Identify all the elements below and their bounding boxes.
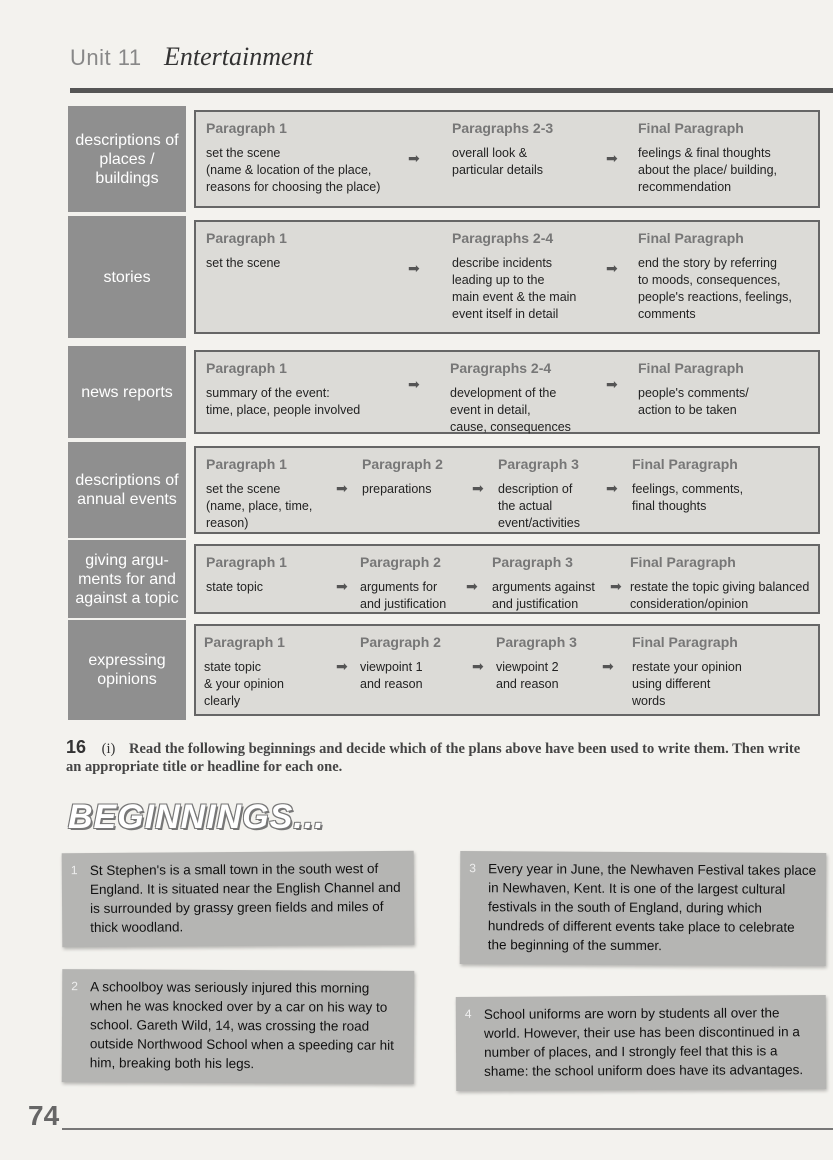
column-title: Paragraphs 2-4 (450, 360, 552, 376)
arrow-icon: ➡ (408, 150, 420, 166)
plan-column (360, 634, 470, 693)
plan-stories (68, 216, 820, 338)
exercise-number: 16 (66, 737, 87, 757)
arrow-icon: ➡ (472, 480, 484, 496)
arrow-icon: ➡ (606, 260, 618, 276)
column-title: Paragraph 2 (360, 634, 441, 650)
category-label: descriptions of annual events (68, 442, 186, 538)
column-text: description of the actual event/activities (498, 482, 580, 530)
plan-column (492, 554, 612, 613)
column-text: state topic (206, 580, 263, 594)
plan-column (496, 634, 606, 693)
clipping-number: 4 (464, 1006, 472, 1021)
clipping-number: 2 (71, 979, 78, 994)
clipping-text: St Stephen's is a small town in the south west of England. It is situated near the English Channel and is surrounded by grassy green fields and miles of thick woodland. (89, 861, 401, 936)
clipping-text: A schoolboy was seriously injured this morning when he was knocked over by a car on his way to school. Gareth Wild, 14, was crossing the road outside Northwood School when a speeding car hit him, breaking both his legs. (89, 979, 394, 1072)
plan-column (360, 554, 470, 613)
arrow-icon: ➡ (606, 376, 618, 392)
column-title: Paragraph 1 (206, 360, 287, 376)
column-title: Paragraph 3 (498, 456, 579, 472)
arrow-icon: ➡ (606, 150, 618, 166)
column-title: Paragraph 3 (492, 554, 573, 570)
exercise-text: Read the following beginnings and decide which of the plans above have been used to write them. Then write an appropriate title or headline for each one. (66, 741, 801, 775)
clipping-text: School uniforms are worn by students all over the world. However, their use has been discontinued in a number of places, and I strongly feel that this is a shame: the school uniform does have its advantages. (483, 1005, 804, 1079)
arrow-icon: ➡ (472, 658, 484, 674)
column-title: Final Paragraph (632, 634, 738, 650)
column-text: restate the topic giving balanced consideration/opinion (630, 580, 810, 611)
clipping-3 (460, 851, 827, 966)
plan-column (206, 120, 426, 196)
category-label: stories (68, 216, 186, 338)
category-label: giving argu-ments for and against a topic (68, 540, 186, 618)
plan-news-reports (68, 346, 820, 438)
header-rule (70, 88, 833, 93)
clipping-4 (456, 995, 826, 1091)
column-title: Paragraph 2 (360, 554, 441, 570)
column-text: people's comments/ action to be taken (638, 386, 749, 417)
clipping-number: 3 (469, 861, 476, 876)
plan-annual-events (68, 442, 820, 538)
plan-panel (194, 446, 820, 534)
plan-column (362, 456, 472, 498)
column-title: Paragraph 1 (206, 230, 287, 246)
category-label: expressing opinions (68, 620, 186, 720)
category-label: descriptions of places / buildings (68, 106, 186, 212)
column-text: feelings, comments, final thoughts (632, 482, 744, 513)
footer-rule (62, 1128, 833, 1130)
column-title: Paragraphs 2-4 (452, 230, 554, 246)
plan-panel (194, 350, 820, 434)
plan-arguments-for-against (68, 540, 820, 618)
arrow-icon: ➡ (408, 260, 420, 276)
column-text: preparations (362, 482, 432, 496)
column-text: feelings & final thoughts about the place/ building, recommendation (638, 146, 777, 194)
column-text: end the story by referring to moods, consequences, people's reactions, feelings, comments (638, 256, 792, 321)
column-title: Final Paragraph (638, 360, 744, 376)
plan-column (452, 120, 612, 179)
column-title: Paragraph 2 (362, 456, 443, 472)
plan-column (206, 456, 336, 532)
column-title: Final Paragraph (632, 456, 738, 472)
plan-column (632, 634, 812, 710)
arrow-icon: ➡ (602, 658, 614, 674)
plan-column (450, 360, 610, 436)
plan-places-buildings (68, 106, 820, 212)
column-title: Final Paragraph (630, 554, 736, 570)
arrow-icon: ➡ (610, 578, 622, 594)
column-title: Final Paragraph (638, 230, 744, 246)
beginnings-heading: BEGINNINGS... (68, 798, 325, 836)
arrow-icon: ➡ (336, 658, 348, 674)
column-title: Paragraph 1 (204, 634, 285, 650)
column-text: set the scene (206, 256, 281, 270)
plan-panel (194, 624, 820, 716)
unit-label: Unit 11 (70, 45, 142, 70)
clipping-2 (62, 969, 415, 1084)
clipping-text: Every year in June, the Newhaven Festival takes place in Newhaven, Kent. It is one of the largest cultural festivals in the south of England, during which hundreds of different events take place to celebrate the beginning of the summer. (487, 861, 817, 954)
column-title: Paragraph 1 (206, 456, 287, 472)
column-text: development of the event in detail, cause, consequences (450, 386, 571, 434)
column-text: overall look & particular details (452, 146, 544, 177)
arrow-icon: ➡ (336, 578, 348, 594)
column-title: Paragraphs 2-3 (452, 120, 554, 136)
column-text: summary of the event: time, place, people involved (206, 386, 361, 417)
exercise-instruction (66, 738, 806, 776)
column-text: arguments against and justification (492, 580, 595, 611)
plan-panel (194, 110, 820, 208)
column-title: Paragraph 1 (206, 554, 287, 570)
plan-column (206, 360, 406, 419)
plan-column (638, 230, 818, 323)
plan-column (632, 456, 812, 515)
exercise-part: (i) (101, 741, 116, 757)
arrow-icon: ➡ (466, 578, 478, 594)
arrow-icon: ➡ (408, 376, 420, 392)
column-text: restate your opinion using different words (632, 660, 742, 708)
plan-column (204, 634, 334, 710)
plan-column (498, 456, 608, 532)
page-header (70, 42, 313, 72)
column-title: Paragraph 3 (496, 634, 577, 650)
column-text: set the scene (name & location of the place, reasons for choosing the place) (206, 146, 381, 194)
column-text: set the scene (name, place, time, reason) (206, 482, 313, 530)
category-label: news reports (68, 346, 186, 438)
clipping-number: 1 (70, 863, 78, 878)
column-title: Paragraph 1 (206, 120, 287, 136)
arrow-icon: ➡ (606, 480, 618, 496)
plan-panel (194, 544, 820, 614)
column-text: viewpoint 2 and reason (496, 660, 559, 691)
column-title: Final Paragraph (638, 120, 744, 136)
plan-column (638, 360, 818, 419)
plan-column (630, 554, 820, 613)
plan-column (206, 554, 336, 596)
column-text: state topic & your opinion clearly (204, 660, 284, 708)
plan-column (638, 120, 818, 196)
column-text: viewpoint 1 and reason (360, 660, 423, 691)
clipping-1 (62, 851, 415, 947)
arrow-icon: ➡ (336, 480, 348, 496)
plan-panel (194, 220, 820, 334)
page-number: 74 (28, 1100, 60, 1131)
unit-title: Entertainment (164, 42, 313, 71)
plan-expressing-opinions (68, 620, 820, 720)
column-text: arguments for and justification (360, 580, 447, 611)
plan-column (452, 230, 612, 323)
plan-column (206, 230, 406, 272)
column-text: describe incidents leading up to the main event & the main event itself in detail (452, 256, 577, 321)
